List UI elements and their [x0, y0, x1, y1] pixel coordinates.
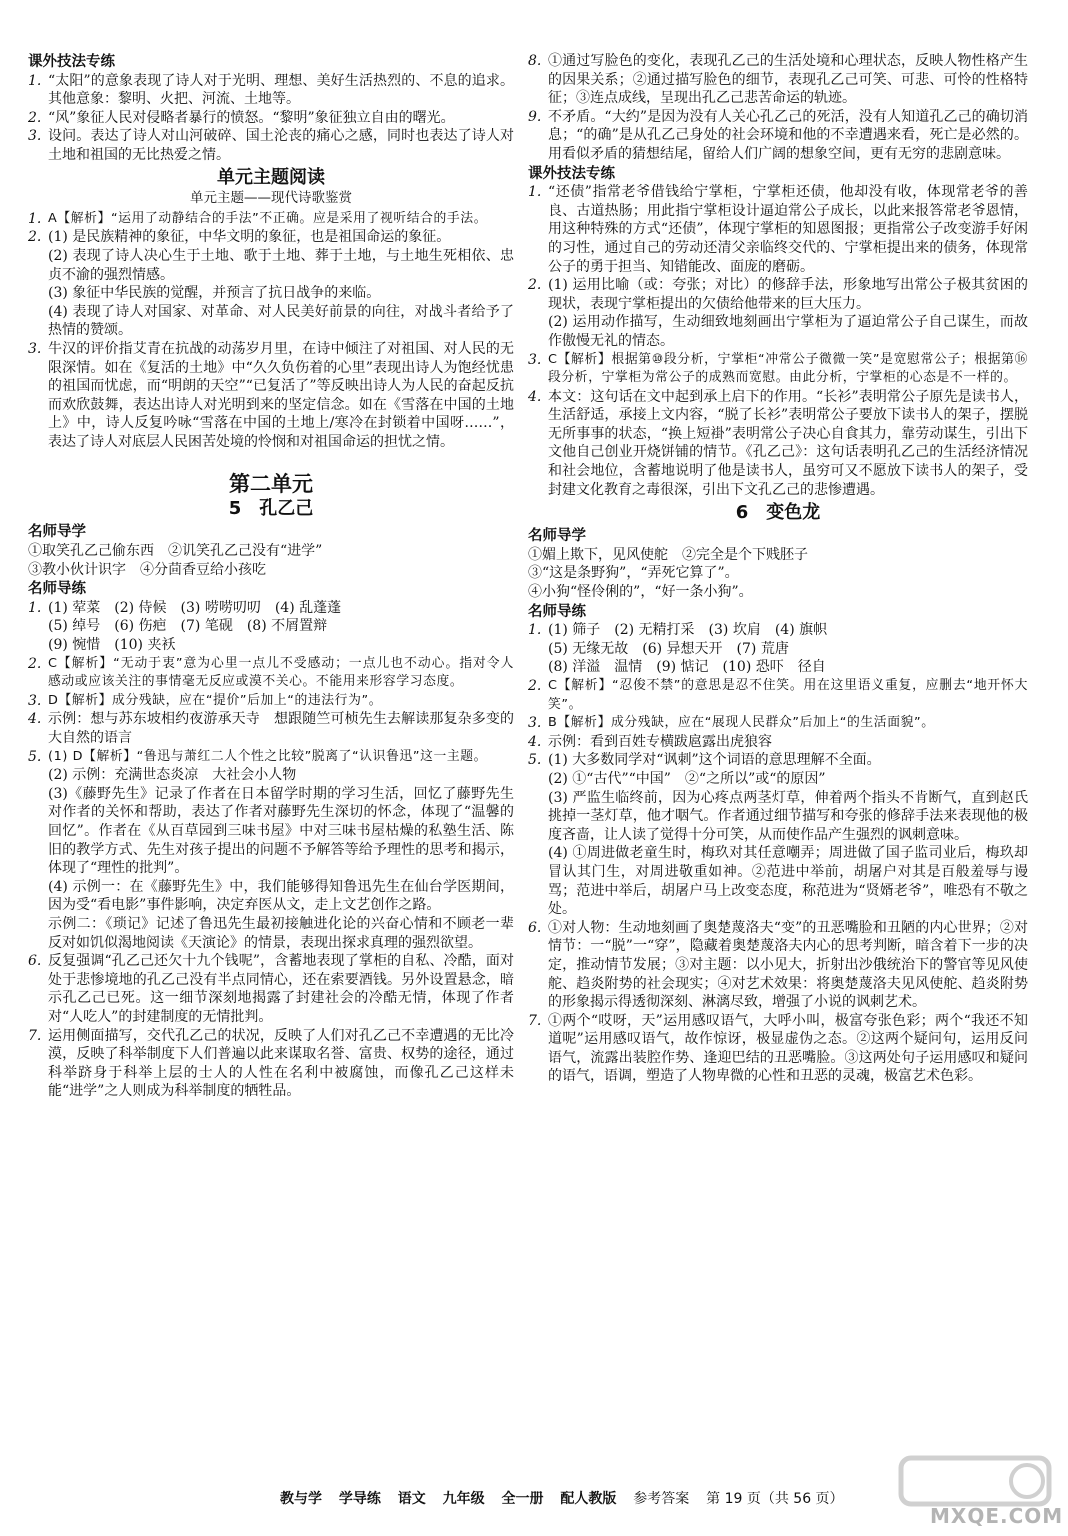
answer-text: (1) 荤菜 (2) 侍候 (3) 唠唠叨叨 (4) 乱蓬蓬 — [48, 599, 342, 616]
answer-number: 6. — [528, 919, 542, 936]
answer-text: (1) 运用比喻（或：夸张；对比）的修辞手法，形象地写出常公子极其贫困的现状，表现宁掌柜提出的欠债给他带来的巨大压力。 — [548, 277, 1028, 312]
answer-text: ①通过写脸色的变化，表现孔乙己的生活处境和心理状态，反映人物性格产生的因果关系；②通过描写脸色的细节，表现孔乙己可笑、可悲、可怜的性格特征；③连点成线，呈现出孔乙己悲苦命运的轨迹。 — [548, 53, 1028, 107]
answer-item — [28, 766, 514, 785]
answer-number: 5. — [28, 748, 42, 765]
answer-number: 4. — [528, 388, 542, 405]
answer-text: “还债”指常老爷借钱给宁掌柜，宁掌柜还债，他却没有收，体现常老爷的善良、古道热肠；用此指宁掌柜设计逼迫常公子成长，以此来报答常老爷恩情，用这种特殊的方式“还债”，体现宁掌柜的知恩图报；更指常公子改变游手好闲的习性，通过自己的劳动还清父亲临终交代的、宁掌柜提出来的债务，体现常公子的勇于担当、知错能改、面庞的磨砺。 — [548, 184, 1028, 275]
answer-item — [28, 655, 514, 692]
answer-text: A【解析】“运用了动静结合的手法”不正确。应是采用了视听结合的手法。 — [48, 210, 488, 226]
answer-item — [28, 303, 514, 340]
answer-number: 2. — [528, 678, 542, 694]
answer-number: 7. — [28, 1027, 42, 1044]
answer-number: 2. — [28, 109, 42, 126]
footer-grade: 九年级 — [442, 1491, 485, 1507]
unit-reading-title: 单元主题阅读 — [217, 166, 325, 188]
answer-text: 运用侧面描写，交代孔乙己的状况，反映了人们对孔乙己不幸遭遇的无比冷漠，反映了科举制度下人们普遍以此来谋取名誉、富贵、权势的途径，通过科举跻身于科举上层的士人的人性在名利中被腐蚀，而像孔乙己这样未能“进学”之人则成为科举制度的牺牲品。 — [48, 1027, 514, 1100]
answer-number — [528, 640, 548, 659]
answer-text: (4) ①周进做老童生时，梅玖对其任意嘲弄；周进做了国子监司业后，梅玖却冒认其门生，对周进敬重如神。②范进中举前，胡屠户对其是百般羞辱与谩骂；范进中举后，胡屠户马上改变态度，称范进为“贤婿老爷”，唯恐有不敬之处。 — [548, 845, 1028, 918]
answer-text: ①对人物：生动地刻画了奥楚蔑洛夫“变”的丑恶嘴脸和丑陋的内心世界；②对情节：一“脱”一“穿”，隐藏着奥楚蔑洛夫内心的思考判断，暗含着下一步的决定，推动情节发展；③对主题：以小见大，折射出沙俄统治下的警官等见风使舵、趋炎附势的社会现实；④对艺术效果：将奥楚蔑洛夫见风使舵、趋炎附势的形象揭示得透彻深刻、淋漓尽致，增强了小说的讽刺艺术。 — [548, 919, 1028, 1011]
answer-item — [528, 789, 1028, 845]
answer-number: 7. — [528, 1012, 542, 1029]
answer-number: 3. — [28, 128, 42, 145]
answer-text: 示例：看到百姓专横跋扈露出虎狼容 — [548, 733, 772, 750]
answer-item — [28, 109, 514, 128]
lesson-title: 6 变色龙 — [735, 502, 821, 524]
answer-text: 示例：想与苏东坡相约夜游承天寺 想跟随竺可桢先生去解读那复杂多变的大自然的语言 — [48, 711, 514, 746]
answer-text: (2) ①“古代”“中国” ②“之所以”或“的原因” — [548, 770, 826, 787]
answer-list — [528, 52, 1028, 164]
answer-item — [528, 52, 1028, 108]
answer-item — [28, 915, 514, 952]
answer-text: (4) 表现了诗人对国家、对革命、对人民美好前景的向往，对战斗者给予了热情的赞颂。 — [48, 303, 514, 339]
answer-text: 设问。表达了诗人对山河破碎、国土沦丧的痛心之感，同时也表达了诗人对土地和祖国的无比热爱之情。 — [48, 128, 514, 163]
answer-item — [528, 919, 1028, 1012]
answer-list — [528, 621, 1028, 1086]
unit-title: 第二单元 — [229, 472, 313, 497]
section-heading: 名师导练 — [28, 581, 86, 598]
answer-item — [528, 388, 1028, 500]
answer-number: 9. — [528, 108, 542, 125]
answer-item — [528, 621, 1028, 640]
answer-item — [28, 617, 514, 636]
answer-text: ①两个“哎呀，天”运用感叹语气，大呼小叫，极富夸张色彩；两个“我还不知道呢”运用感叹语气，故作惊讶，极显虚伪之态。②这两个疑问句，运用反问语气，流露出装腔作势、逢迎巴结的丑恶嘴脸。③这两处句子运用感叹和疑问的语气，语调，塑造了人物卑微的心性和丑恶的灵魂，极富艺术色彩。 — [548, 1012, 1028, 1085]
answer-text: (2) 运用动作描写，生动细致地刻画出宁掌柜为了逼迫常公子自己谋生，而故作傲慢无礼的情态。 — [548, 314, 1028, 349]
section-heading: 名师导学 — [528, 528, 586, 545]
footer-series: 学导练 — [338, 1491, 381, 1507]
lesson-title: 5 孔乙己 — [228, 498, 314, 520]
section-heading: 课外技法专练 — [28, 54, 115, 70]
guide-line: ③教小伙计识字 ④分茴香豆给小孩吃 — [28, 561, 266, 578]
answer-number: 1. — [528, 184, 542, 201]
answer-item — [28, 878, 514, 915]
answer-item — [528, 733, 1028, 752]
answer-item — [528, 108, 1028, 164]
answer-text: 反复强调“孔乙己还欠十九个钱呢”，含蓄地表现了掌柜的自私、冷酷，面对处于悲惨境地的孔乙己没有半点同情心，还在索要酒钱。另外设置悬念，暗示孔乙己已死。这一细节深刻地揭露了封建社会的冷酷无情，体现了作者对“人吃人”的封建制度的无情批判。 — [48, 953, 514, 1025]
answer-number: 5. — [528, 752, 542, 769]
footer-volume: 全一册 — [501, 1491, 544, 1507]
footer-edition: 配人教版 — [560, 1491, 617, 1507]
left-column — [28, 52, 514, 1101]
answer-number — [28, 284, 48, 303]
answer-number — [28, 785, 48, 878]
answer-list — [528, 183, 1028, 499]
answer-text: (1) 筛子 (2) 无精打采 (3) 坎肩 (4) 旗帜 — [548, 622, 828, 639]
footer-subject: 语文 — [397, 1491, 426, 1507]
guide-line: ③“这是条野狗”，“弄死它算了”。 — [528, 565, 739, 582]
answer-text: “太阳”的意象表现了诗人对于光明、理想、美好生活热烈的、不息的追求。其他意象：黎明、火把、河流、土地等。 — [48, 72, 514, 108]
answer-text: B【解析】成分残缺，应在“展现人民群众”后加上“的生活面貌”。 — [548, 715, 935, 731]
answer-number: 2. — [528, 277, 542, 294]
answer-number — [28, 303, 48, 340]
answer-item — [528, 844, 1028, 918]
section-heading: 课外技法专练 — [528, 165, 615, 182]
answer-list — [28, 599, 514, 1101]
answer-text: 示例二：《琐记》记述了鲁迅先生最初接触进化论的兴奋心情和不顾老一辈反对如饥似渴地阅读《天演论》的情景，表现出探求真理的强烈欲望。 — [48, 915, 514, 951]
answer-item — [28, 127, 514, 164]
answer-number — [28, 636, 48, 655]
answer-number: 1. — [28, 72, 42, 89]
answer-number — [528, 658, 548, 677]
answer-text: (5) 无缘无故 (6) 异想天开 (7) 荒唐 — [548, 640, 789, 657]
answer-number — [28, 617, 48, 636]
answer-number — [528, 770, 548, 789]
answer-text: (3)《藤野先生》记录了作者在日本留学时期的学习生活，回忆了藤野先生对作者的关怀和帮助，表达了作者对藤野先生深切的怀念，体现了“温馨的回忆”。作者在《从百草园到三味书屋》中对三味书屋枯燥的私塾生活、陈旧的教学方式、先生对孩子提出的问题不予解答等给予理性的思考和揭示，体现了“理性的批判”。 — [48, 785, 514, 877]
guide-line: ①取笑孔乙己偷东西 ②讥笑孔乙己没有“进学” — [28, 543, 323, 560]
answer-number: 1. — [28, 599, 42, 616]
section-heading: 名师导练 — [528, 603, 586, 620]
answer-number: 8. — [528, 53, 542, 69]
unit-theme: 单元主题——现代诗歌鉴赏 — [190, 190, 352, 207]
answer-number: 2. — [28, 655, 42, 672]
answer-item — [528, 770, 1028, 789]
answer-item — [528, 714, 1028, 733]
answer-item — [528, 658, 1028, 677]
answer-item — [28, 692, 514, 711]
answer-number — [28, 247, 48, 284]
footer-brand: 教与学 — [280, 1491, 322, 1507]
answer-number: 4. — [528, 733, 542, 750]
answer-item — [28, 340, 514, 452]
answer-item — [528, 1012, 1028, 1086]
answer-text: (9) 惋惜 (10) 夹袄 — [48, 637, 176, 654]
answer-item — [528, 351, 1028, 388]
answer-text: 不矛盾。“大约”是因为没有人关心孔乙己的死活，没有人知道孔乙己的确切消息；“的确”是从孔乙己身处的社会环境和他的不幸遭遇来看，死亡是必然的。用看似矛盾的猜想结尾，留给人们广阔的想象空间，更有无穷的悲剧意味。 — [548, 108, 1028, 162]
answer-text: 牛汉的评价指艾青在抗战的动荡岁月里，在诗中倾注了对祖国、对人民的无限深情。如在《复活的土地》中“久久负伤着的心里”表现出诗人为饱经忧患的祖国而忧虑，而“明朗的天空”“已复活了”等反映出诗人为人民的奋起反抗而欢欣鼓舞，表达出诗人对光明到来的坚定信念。如在《雪落在中国的土地上》中，诗人反复吟咏“雪落在中国的土地上/寒冷在封锁着中国呀……”，表达了诗人对底层人民困苦处境的怜悯和对祖国命运的担忧之情。 — [48, 340, 514, 450]
guide-line: ④小狗“怪伶俐的”，“好一条小狗”。 — [528, 584, 753, 601]
answer-item — [528, 276, 1028, 313]
answer-number — [28, 915, 48, 952]
answer-text: C【解析】“无动于衷”意为心里一点儿不受感动；一点儿也不动心。指对令人感动或应该关注的事情毫无反应或漠不关心。不能用来形容学习态度。 — [48, 655, 514, 690]
answer-item — [28, 599, 514, 618]
answer-text: (3) 象征中华民族的觉醒，并预言了抗日战争的来临。 — [48, 285, 381, 302]
answer-number — [528, 313, 548, 350]
watermark-text: MXQE.COM — [930, 1504, 1064, 1528]
answer-item — [28, 210, 514, 229]
answer-list — [28, 210, 514, 452]
answer-text: “风”象征人民对侵略者暴行的愤怒。“黎明”象征独立自由的曙光。 — [48, 109, 455, 126]
answer-item — [28, 72, 514, 109]
answer-number: 3. — [28, 340, 42, 357]
answer-text: 本文：这句话在文中起到承上启下的作用。“长衫”表明常公子原先是读书人，生活舒适，承接上文内容，“脱了长衫”表明常公子要放下读书人的架子，摆脱无所事事的状态，“换上短褂”表明常公子决心自食其力，靠劳动谋生，引出下文他自己创业开烧饼铺的情节。《孔乙己》：这句话表明孔乙己的生活经济情况和社会地位，含蓄地说明了他是读书人，虽穷可又不愿放下读书人的架子，受封建文化教育之毒很深，引出下文孔乙己的悲惨遭遇。 — [548, 388, 1028, 498]
answer-item — [28, 247, 514, 284]
answer-item — [528, 183, 1028, 276]
answer-item — [28, 636, 514, 655]
answer-number: 2. — [28, 229, 42, 246]
answer-number: 1. — [528, 622, 542, 639]
answer-item — [28, 1027, 514, 1101]
page-footer — [280, 1488, 900, 1508]
answer-number: 6. — [28, 953, 42, 970]
answer-number — [28, 766, 48, 785]
answer-text: (1) D【解析】“鲁迅与萧红二人个性之比较”脱离了“认识鲁迅”这一主题。 — [48, 748, 488, 764]
answer-text: C【解析】根据第⑩段分析，宁掌柜“冲常公子微微一笑”是宽慰常公子；根据第⑯段分析，宁掌柜为常公子的成熟而宽慰。由此分析，宁掌柜的心态是不一样的。 — [548, 351, 1028, 386]
answer-item — [28, 748, 514, 767]
answer-item — [28, 284, 514, 303]
answer-text: (1) 大多数同学对“讽刺”这个词语的意思理解不全面。 — [548, 752, 881, 769]
answer-item — [28, 952, 514, 1026]
answer-text: (4) 示例一：在《藤野先生》中，我们能够得知鲁迅先生在仙台学医期间，因为受“看电影”事件影响，决定弃医从文，走上文艺创作之路。 — [48, 878, 514, 914]
section-heading: 名师导学 — [28, 524, 86, 541]
answer-number: 3. — [528, 351, 542, 368]
answer-text: (2) 表现了诗人决心生于土地、歌于土地、葬于土地，与土地生死相依、忠贞不渝的强烈情感。 — [48, 247, 514, 283]
answer-text: (2) 示例：充满世态炎凉 大社会小人物 — [48, 767, 297, 784]
answer-text: (8) 洋溢 温情 (9) 惦记 (10) 恐吓 径自 — [548, 659, 826, 676]
right-column — [528, 52, 1028, 1086]
answer-item — [28, 710, 514, 747]
answer-number: 1. — [28, 210, 42, 227]
footer-section: 参考答案 — [633, 1491, 690, 1507]
answer-item — [528, 677, 1028, 714]
answer-text: (1) 是民族精神的象征，中华文明的象征，也是祖国命运的象征。 — [48, 229, 451, 246]
answer-text: (5) 绰号 (6) 伤疤 (7) 笔砚 (8) 不屑置辩 — [48, 618, 328, 635]
answer-number: 3. — [28, 692, 42, 709]
answer-number: 3. — [528, 715, 542, 732]
answer-number: 4. — [28, 711, 42, 728]
guide-line: ①媚上欺下，见风使舵 ②完全是个下贱胚子 — [528, 546, 808, 563]
answer-text: D【解析】成分残缺，应在“提价”后加上“的违法行为”。 — [48, 692, 383, 708]
answer-item — [28, 785, 514, 878]
answer-list — [28, 72, 514, 165]
answer-number — [28, 878, 48, 915]
answer-number — [528, 844, 548, 918]
answer-number — [528, 789, 548, 845]
answer-item — [528, 313, 1028, 350]
answer-item — [28, 228, 514, 247]
answer-item — [528, 751, 1028, 770]
answer-text: (3) 严监生临终前，因为心疼点两茎灯草，伸着两个指头不肯断气，直到赵氏挑掉一茎灯草，他才咽气。作者通过细节描写和夸张的修辞手法来表现他的极度吝啬，让人读了觉得十分可笑，从而使作品产生强烈的讽刺意味。 — [548, 789, 1028, 843]
answer-item — [528, 640, 1028, 659]
answer-text: C【解析】“忍俊不禁”的意思是忍不住笑。用在这里语义重复，应删去“地开怀大笑”。 — [548, 678, 1028, 712]
footer-page-number: 第 19 页（共 56 页） — [706, 1491, 844, 1507]
